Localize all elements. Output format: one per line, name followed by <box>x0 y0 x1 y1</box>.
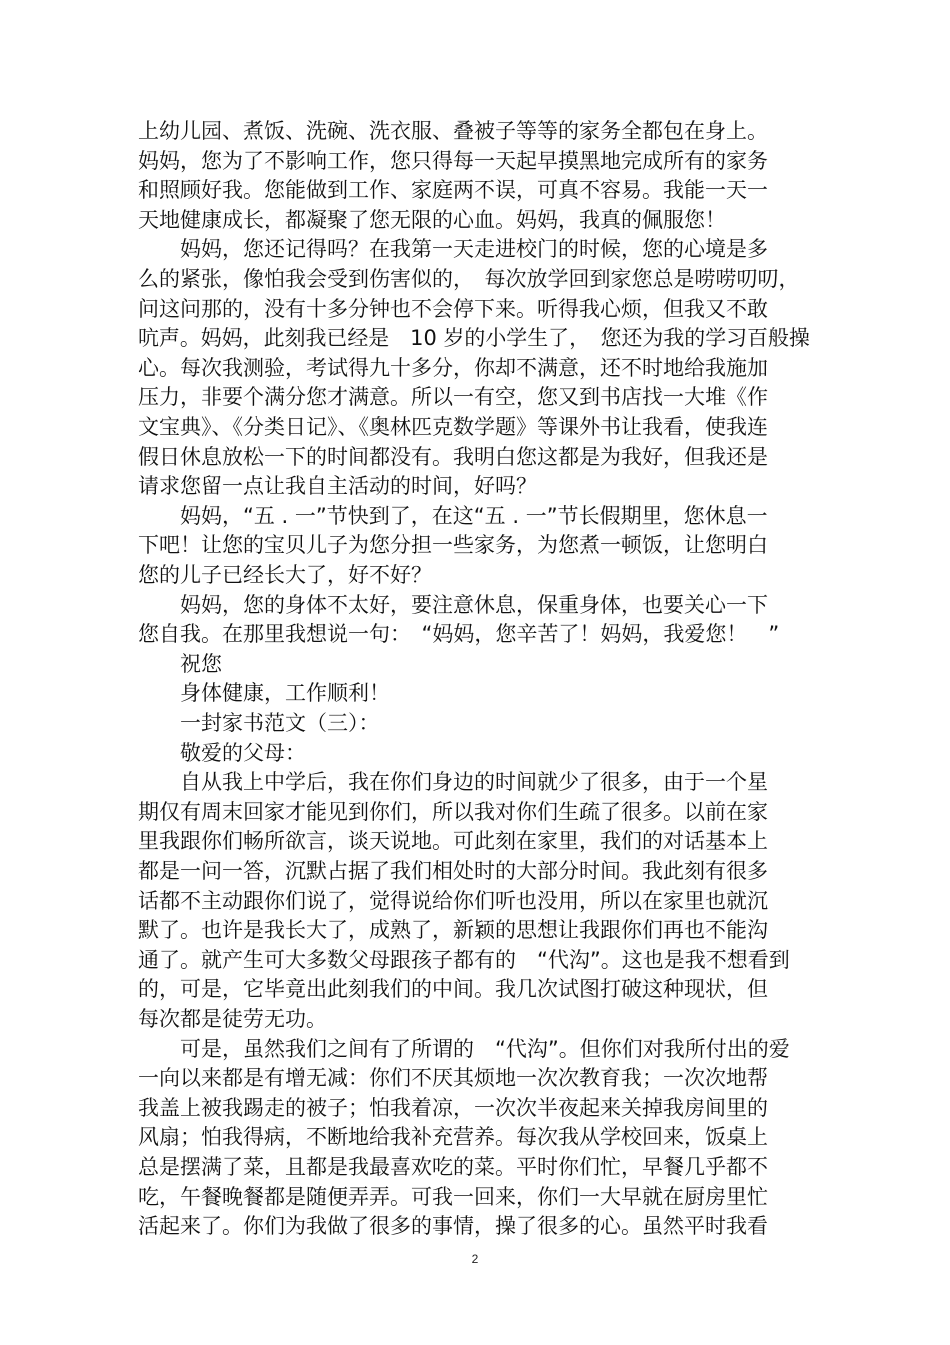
text-line: 话都不主动跟你们说了，觉得说给你们听也没用，所以在家里也就沉 <box>138 888 768 913</box>
text-line: 吭声。妈妈，此刻我已经是 10 岁的小学生了， 您还为我的学习百般操 <box>138 326 810 351</box>
text-line: 妈妈，您还记得吗？在我第一天走进校门的时候，您的心境是多 <box>138 237 768 262</box>
text-line: 都是一问一答，沉默占据了我们相处时的大部分时间。我此刻有很多 <box>138 859 768 883</box>
text-line: 风扇；怕我得病，不断地给我补充营养。每次我从学校回来，饭桌上 <box>138 1125 768 1150</box>
text-line: 敬爱的父母： <box>138 740 306 765</box>
text-line: 上幼儿园、煮饭、洗碗、洗衣服、叠被子等等的家务全都包在身上。 <box>138 119 768 143</box>
text-line: 妈妈，您的身体不太好，要注意休息，保重身体，也要关心一下 <box>138 592 768 617</box>
text-line: 问这问那的，没有十多分钟也不会停下来。听得我心烦，但我又不敢 <box>138 296 768 321</box>
page-number: 2 <box>471 1252 479 1266</box>
text-line: 么的紧张，像怕我会受到伤害似的， 每次放学回到家您总是唠唠叨叨， <box>138 267 800 291</box>
text-line: 妈妈，“五 . 一”节快到了，在这“五 . 一”节长假期里，您休息一 <box>138 503 768 528</box>
text-line: 您自我。在那里我想说一句： “妈妈，您辛苦了！妈妈，我爱您！ ” <box>138 622 780 647</box>
text-line: 您的儿子已经长大了，好不好？ <box>138 563 432 587</box>
text-line: 一向以来都是有增无减：你们不厌其烦地一次次教育我；一次次地帮 <box>138 1066 768 1091</box>
text-line: 一封家书范文（三）： <box>138 711 380 735</box>
text-line: 我盖上被我踢走的被子；怕我着凉，一次次半夜起来关掉我房间里的 <box>138 1095 768 1120</box>
text-line: 身体健康，工作顺利！ <box>138 681 390 706</box>
text-line: 自从我上中学后，我在你们身边的时间就少了很多，由于一个星 <box>138 770 768 795</box>
text-line: 请求您留一点让我自主活动的时间，好吗？ <box>138 474 537 499</box>
text-line: 压力，非要个满分您才满意。所以一有空，您又到书店找一大堆《作 <box>138 385 768 410</box>
text-line: 期仅有周末回家才能见到你们，所以我对你们生疏了很多。以前在家 <box>138 799 768 824</box>
text-line: 默了。也许是我长大了，成熟了，新颖的思想让我跟你们再也不能沟 <box>138 918 768 943</box>
text-line: 活起来了。你们为我做了很多的事情，操了很多的心。虽然平时我看 <box>138 1214 768 1239</box>
text-line: 吃，午餐晚餐都是随便弄弄。可我一回来，你们一大早就在厨房里忙 <box>138 1184 768 1209</box>
text-line: 和照顾好我。您能做到工作、家庭两不误，可真不容易。我能一天一 <box>138 178 768 203</box>
text-line: 的，可是，它毕竟出此刻我们的中间。我几次试图打破这种现状，但 <box>138 977 768 1002</box>
text-line: 祝您 <box>138 651 222 676</box>
text-line: 总是摆满了菜，且都是我最喜欢吃的菜。平时你们忙，早餐几乎都不 <box>138 1155 768 1179</box>
text-line: 每次都是徒劳无功。 <box>138 1007 327 1031</box>
text-line: 可是，虽然我们之间有了所谓的 “代沟”。但你们对我所付出的爱 <box>138 1036 790 1061</box>
text-line: 里我跟你们畅所欲言，谈天说地。可此刻在家里，我们的对话基本上 <box>138 829 768 854</box>
text-line: 妈妈，您为了不影响工作，您只得每一天起早摸黑地完成所有的家务 <box>138 148 768 173</box>
text-line: 文宝典》、《分类日记》、《奥林匹克数学题》等课外书让我看，使我连 <box>138 415 768 439</box>
text-line: 通了。就产生可大多数父母跟孩子都有的 “代沟”。这也是我不想看到 <box>138 947 790 972</box>
text-line: 假日休息放松一下的时间都没有。我明白您这都是为我好，但我还是 <box>138 444 768 469</box>
text-line: 下吧！让您的宝贝儿子为您分担一些家务，为您煮一顿饭，让您明白 <box>138 533 768 558</box>
text-line: 心。每次我测验，考试得九十多分，你却不满意，还不时地给我施加 <box>138 355 768 380</box>
text-line: 天地健康成长，都凝聚了您无限的心血。妈妈，我真的佩服您！ <box>138 207 726 232</box>
